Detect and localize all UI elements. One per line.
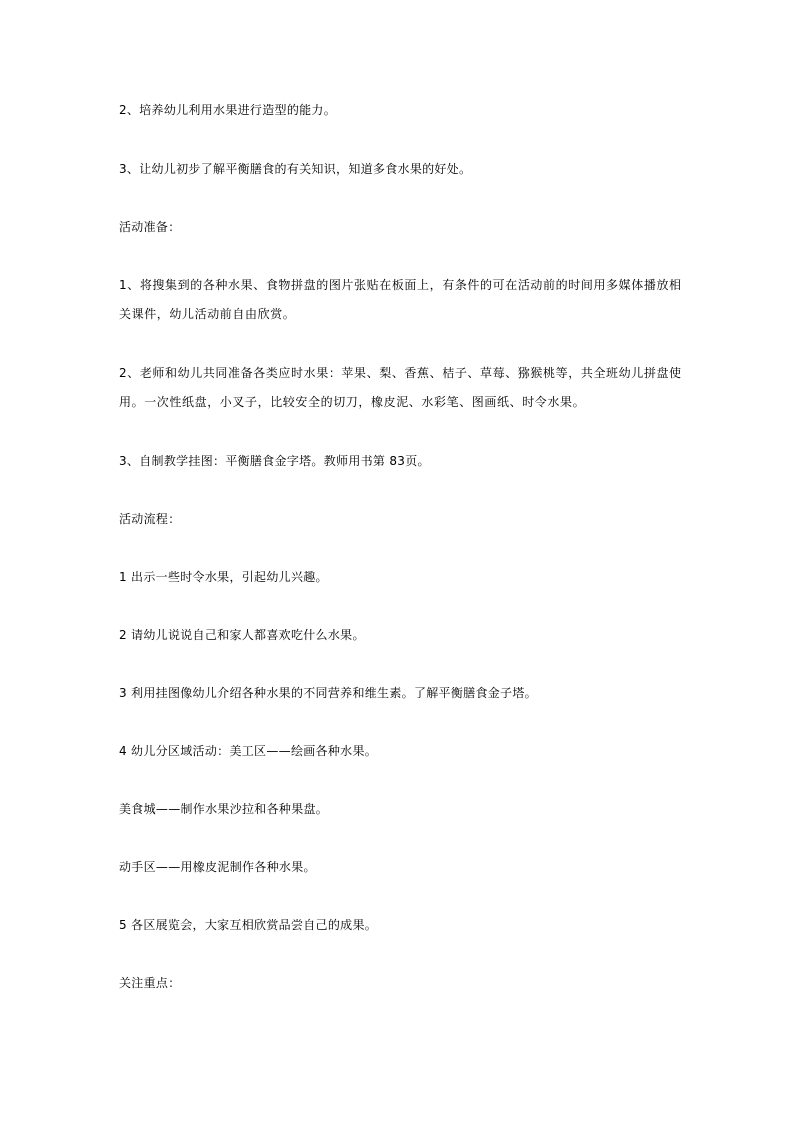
- paragraph-goal-2: 2、培养幼儿利用水果进行造型的能力。: [119, 103, 337, 117]
- heading-activity-process: 活动流程：: [119, 512, 181, 526]
- paragraph-preparation-2: 2、老师和幼儿共同准备各类应时水果：苹果、梨、香蕉、桔子、草莓、猕猴桃等，共全班幼儿拼盘使用。一次性纸盘，小叉子，比较安全的切刀，橡皮泥、水彩笔、图画纸、时令水果。: [119, 366, 682, 409]
- paragraph-process-1: 1 出示一些时令水果，引起幼儿兴趣。: [119, 570, 328, 584]
- paragraph-food-city: 美食城——制作水果沙拉和各种果盘。: [119, 802, 329, 816]
- paragraph-goal-3: 3、让幼儿初步了解平衡膳食的有关知识，知道多食水果的好处。: [119, 162, 472, 176]
- heading-activity-preparation: 活动准备：: [119, 220, 181, 234]
- heading-key-focus: 关注重点：: [119, 976, 181, 990]
- paragraph-process-5: 5 各区展览会，大家互相欣赏品尝自己的成果。: [119, 918, 378, 932]
- paragraph-process-4: 4 幼儿分区域活动：美工区——绘画各种水果。: [119, 744, 378, 758]
- paragraph-preparation-1: 1、将搜集到的各种水果、食物拼盘的图片张贴在板面上，有条件的可在活动前的时间用多媒体播放相关课件，幼儿活动前自由欣赏。: [119, 278, 682, 321]
- paragraph-process-2: 2 请幼儿说说自己和家人都喜欢吃什么水果。: [119, 628, 365, 642]
- paragraph-preparation-3: 3、自制教学挂图：平衡膳食金字塔。教师用书第 83页。: [119, 454, 430, 468]
- paragraph-process-3: 3 利用挂图像幼儿介绍各种水果的不同营养和维生素。了解平衡膳食金子塔。: [119, 686, 537, 700]
- paragraph-hands-on-area: 动手区——用橡皮泥制作各种水果。: [119, 860, 316, 874]
